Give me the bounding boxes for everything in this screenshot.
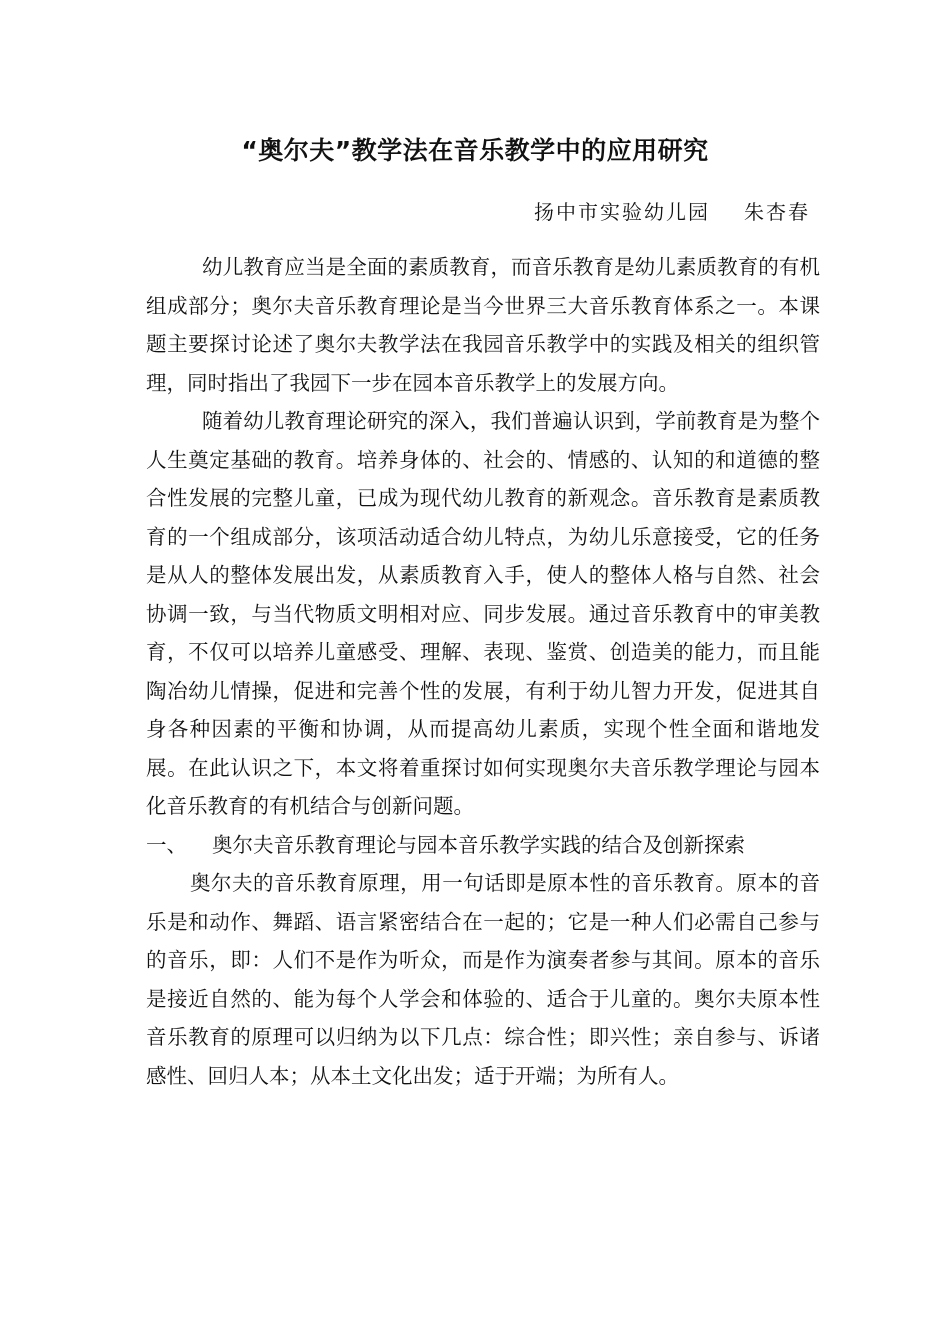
section-heading-text: 奥尔夫音乐教育理论与园本音乐教学实践的结合及创新探索 — [212, 832, 745, 857]
author-organization: 扬中市实验幼儿园 — [534, 200, 710, 224]
intro-paragraph: 随着幼儿教育理论研究的深入，我们普遍认识到，学前教育是为整个人生奠定基础的教育。培养身体的、社会的、情感的、认知的和道德的整合性发展的完整儿童，已成为现代幼儿教育的新观念。音乐教育是素质教育的一个组成部分，该项活动适合幼儿特点，为幼儿乐意接受，它的任务是从人的整体发展出发，从素质教育入手，使人的整体人格与自然、社会协调一致，与当代物质文明相对应、同步发展。通过音乐教育中的审美教育，不仅可以培养儿童感受、理解、表现、鉴赏、创造美的能力，而且能陶冶幼儿情操，促进和完善个性的发展，有利于幼儿智力开发，促进其自身各种因素的平衡和协调，从而提高幼儿素质，实现个性全面和谐地发展。在此认识之下，本文将着重探讨如何实现奥尔夫音乐教学理论与园本化音乐教育的有机结合与创新问题。 — [146, 409, 820, 818]
section-number: 一、 — [146, 832, 187, 857]
document-title: “奥尔夫”教学法在音乐教学中的应用研究 — [241, 136, 709, 165]
author-byline — [534, 196, 810, 228]
abstract-paragraph: 幼儿教育应当是全面的素质教育，而音乐教育是幼儿素质教育的有机组成部分；奥尔夫音乐教育理论是当今世界三大音乐教育体系之一。本课题主要探讨论述了奥尔夫教学法在我园音乐教学中的实践及相关的组织管理，同时指出了我园下一步在园本音乐教学上的发展方向。 — [146, 255, 820, 395]
section-1-paragraph: 奥尔夫的音乐教育原理，用一句话即是原本性的音乐教育。原本的音乐是和动作、舞蹈、语言紧密结合在一起的；它是一种人们必需自己参与的音乐，即：人们不是作为听众，而是作为演奏者参与其间。原本的音乐是接近自然的、能为每个人学会和体验的、适合于儿童的。奥尔夫原本性音乐教育的原理可以归纳为以下几点：综合性；即兴性；亲自参与、诉诸感性、回归人本；从本土文化出发；适于开端；为所有人。 — [146, 871, 820, 1088]
document-body — [146, 248, 820, 1095]
author-name: 朱杏春 — [744, 200, 810, 224]
section-heading-1 — [146, 826, 820, 865]
